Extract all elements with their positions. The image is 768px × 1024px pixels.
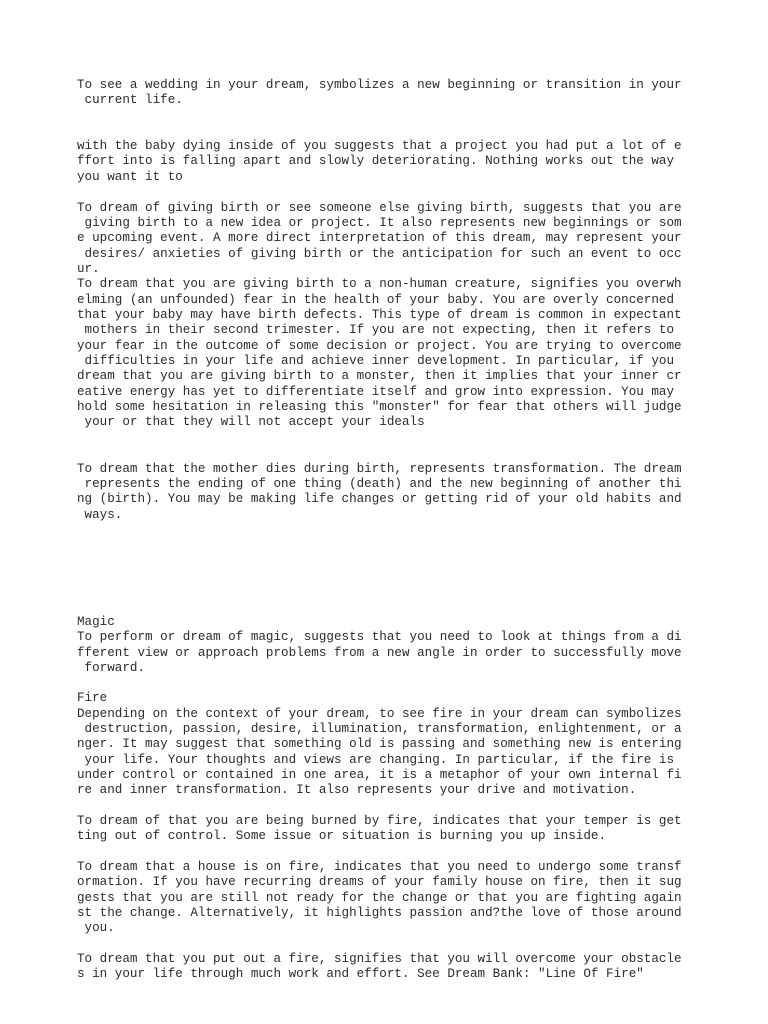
text-line: your life. Your thoughts and views are changing. In particular, if the fire is <box>77 753 675 767</box>
text-line: st the change. Alternatively, it highlights passion and?the love of those around <box>77 906 682 920</box>
text-line: ng (birth). You may be making life changes or getting rid of your old habits and <box>77 492 682 506</box>
text-line: To dream that you are giving birth to a non-human creature, signifies you overwh <box>77 277 682 291</box>
text-line: re and inner transformation. It also represents your drive and motivation. <box>77 783 637 797</box>
text-line: ffort into is falling apart and slowly deteriorating. Nothing works out the way <box>77 154 675 168</box>
text-line: dream that you are giving birth to a monster, then it implies that your inner cr <box>77 369 682 383</box>
text-line: To dream that a house is on fire, indicates that you need to undergo some transf <box>77 860 682 874</box>
text-line: your or that they will not accept your ideals <box>77 415 425 429</box>
text-line: you want it to <box>77 170 183 184</box>
text-line: Depending on the context of your dream, to see fire in your dream can symbolizes <box>77 707 682 721</box>
text-line: ting out of control. Some issue or situation is burning you up inside. <box>77 829 607 843</box>
section-heading: Fire <box>77 691 108 705</box>
text-line: desires/ anxieties of giving birth or the anticipation for such an event to occ <box>77 247 682 261</box>
text-line: nger. It may suggest that something old is passing and something new is entering <box>77 737 682 751</box>
text-line: that your baby may have birth defects. This type of dream is common in expectant <box>77 308 682 322</box>
text-line: you. <box>77 921 115 935</box>
text-line: eative energy has yet to differentiate itself and grow into expression. You may <box>77 385 675 399</box>
text-line: elming (an unfounded) fear in the health of your baby. You are overly concerned <box>77 293 675 307</box>
text-line: your fear in the outcome of some decision or project. You are trying to overcome <box>77 339 682 353</box>
text-line: fferent view or approach problems from a new angle in order to successfully move <box>77 646 682 660</box>
text-line: ur. <box>77 262 100 276</box>
text-line: current life. <box>77 93 183 107</box>
text-line: destruction, passion, desire, illumination, transformation, enlightenment, or a <box>77 722 682 736</box>
text-line: e upcoming event. A more direct interpretation of this dream, may represent your <box>77 231 682 245</box>
text-line: gests that you are still not ready for the change or that you are fighting again <box>77 891 682 905</box>
text-line: ways. <box>77 508 123 522</box>
text-line: ormation. If you have recurring dreams of your family house on fire, then it sug <box>77 875 682 889</box>
text-line: To dream that the mother dies during birth, represents transformation. The dream <box>77 462 682 476</box>
section-heading: Magic <box>77 615 115 629</box>
text-line: difficulties in your life and achieve inner development. In particular, if you <box>77 354 675 368</box>
text-line: To see a wedding in your dream, symbolizes a new beginning or transition in your <box>77 78 682 92</box>
text-line: represents the ending of one thing (death) and the new beginning of another thi <box>77 477 682 491</box>
text-line: giving birth to a new idea or project. It also represents new beginnings or som <box>77 216 682 230</box>
text-line: hold some hesitation in releasing this "monster" for fear that others will judge <box>77 400 682 414</box>
text-line: forward. <box>77 661 146 675</box>
text-line: To dream of that you are being burned by fire, indicates that your temper is get <box>77 814 682 828</box>
text-line: To perform or dream of magic, suggests that you need to look at things from a di <box>77 630 682 644</box>
text-line: with the baby dying inside of you suggests that a project you had put a lot of e <box>77 139 682 153</box>
text-line: To dream of giving birth or see someone else giving birth, suggests that you are <box>77 201 682 215</box>
text-line: mothers in their second trimester. If you are not expecting, then it refers to <box>77 323 675 337</box>
text-line: under control or contained in one area, it is a metaphor of your own internal fi <box>77 768 682 782</box>
text-line: s in your life through much work and effort. See Dream Bank: "Line Of Fire" <box>77 967 644 981</box>
text-line: To dream that you put out a fire, signifies that you will overcome your obstacle <box>77 952 682 966</box>
